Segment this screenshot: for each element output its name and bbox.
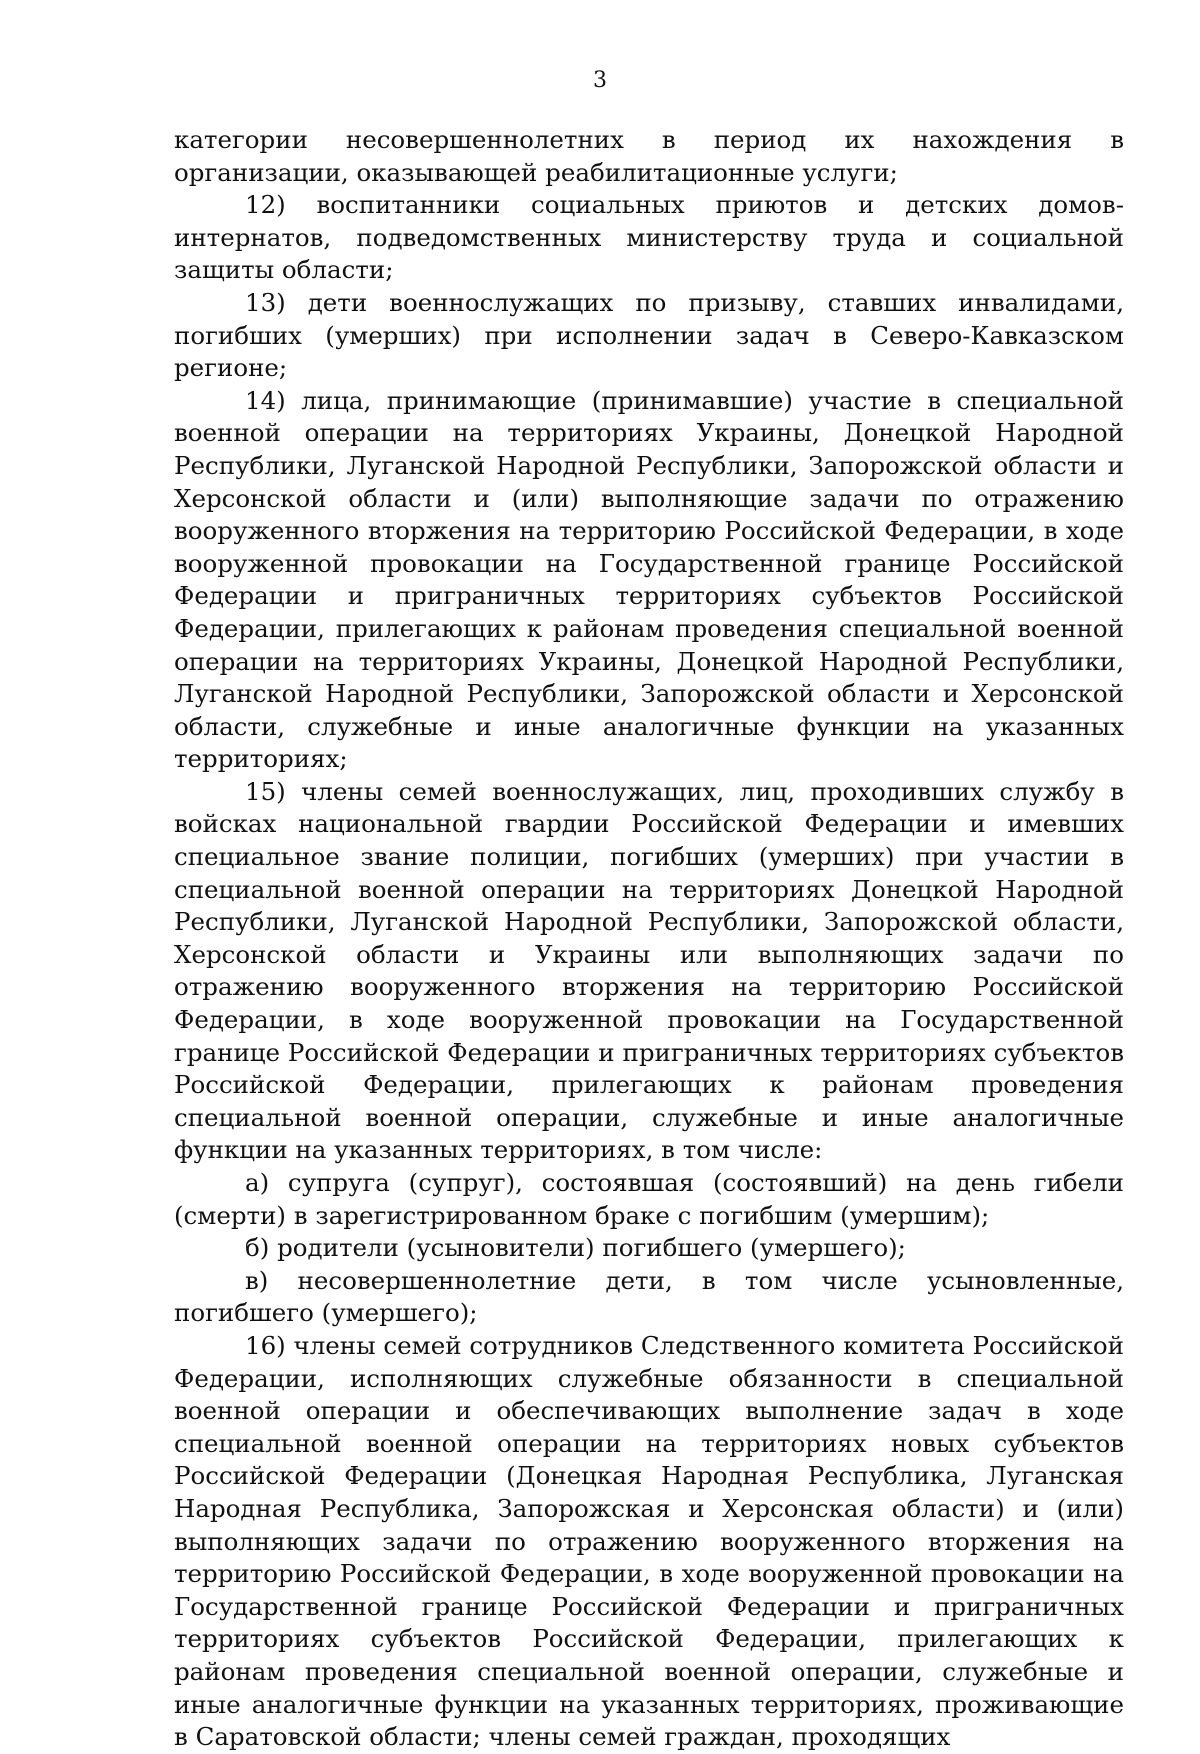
paragraph-item-14: 14) лица, принимающие (принимавшие) участие в специальной военной операции на территориях Украины, Донецкой Народной Республики, Луганской Народной Республики, Запорожской области и Херсонской области и (или) выполняющие задачи по отражению вооруженного вторжения на территорию Российской Федерации, в ходе вооруженной провокации на Государственной границе Российской Федерации и приграничных территориях субъектов Российской Федерации, прилегающих к районам проведения специальной военной операции на территориях Украины, Донецкой Народной Республики, Луганской Народной Республики, Запорожской области и Херсонской области, служебные и иные аналогичные функции на указанных территориях; bbox=[174, 385, 1124, 774]
paragraph-subitem-v: в) несовершеннолетние дети, в том числе усыновленные, погибшего (умершего); bbox=[174, 1265, 1124, 1328]
paragraph-subitem-a: а) супруга (супруг), состоявшая (состоявший) на день гибели (смерти) в зарегистрированном браке с погибшим (умершим); bbox=[174, 1168, 1124, 1230]
paragraph-item-13: 13) дети военнослужащих по призыву, ставших инвалидами, погибших (умерших) при исполнении задач в Северо-Кавказском регионе; bbox=[174, 287, 1124, 383]
paragraph-item-16: 16) члены семей сотрудников Следственного комитета Российской Федерации, исполняющих служебные обязанности в специальной военной операции и обеспечивающих выполнение задач в ходе специальной военной операции на территориях новых субъектов Российской Федерации (Донецкая Народная Республика, Луганская Народная Республика, Запорожская и Херсонская области) и (или) выполняющих задачи по отражению вооруженного вторжения на территорию Российской Федерации, в ходе вооруженной провокации на Государственной границе Российской Федерации и приграничных территориях субъектов Российской Федерации, прилегающих к районам проведения специальной военной операции, служебные и иные аналогичные функции на указанных территориях, проживающие в Саратовской области; члены семей граждан, проходящих bbox=[174, 1330, 1124, 1752]
paragraph-continuation: категории несовершеннолетних в период их нахождения в организации, оказывающей реабилитационные услуги; bbox=[174, 125, 1124, 187]
paragraph-item-15: 15) члены семей военнослужащих, лиц, проходивших службу в войсках национальной гвардии Российской Федерации и имевших специальное звание полиции, погибших (умерших) при участии в специальной военной операции на территориях Донецкой Народной Республики, Луганской Народной Республики, Запорожской области, Херсонской области и Украины или выполняющих задачи по отражению вооруженного вторжения на территорию Российской Федерации, в ходе вооруженной провокации на Государственной границе Российской Федерации и приграничных территориях субъектов Российской Федерации, прилегающих к районам проведения специальной военной операции, служебные и иные аналогичные функции на указанных территориях, в том числе: bbox=[174, 776, 1124, 1165]
paragraph-item-12: 12) воспитанники социальных приютов и детских домов-интернатов, подведомственных министерству труда и социальной защиты области; bbox=[174, 190, 1124, 285]
paragraph-subitem-b: б) родители (усыновители) погибшего (умершего); bbox=[245, 1233, 906, 1263]
page-number: 3 bbox=[593, 68, 607, 93]
document-body bbox=[174, 124, 1124, 1754]
